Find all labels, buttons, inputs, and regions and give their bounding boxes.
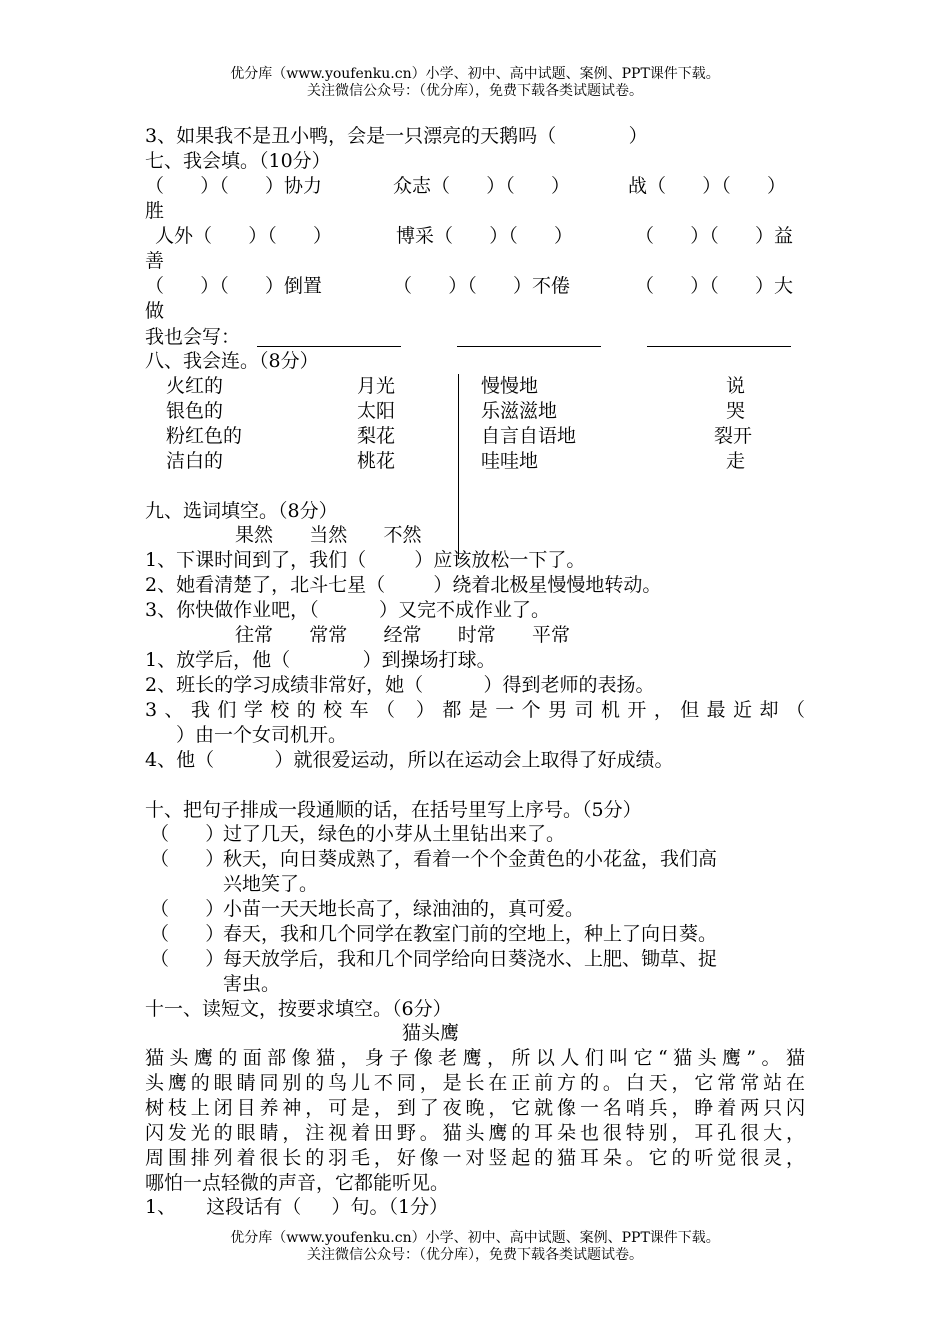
answer-underline	[647, 346, 791, 347]
match-word: 洁白的	[166, 450, 224, 472]
footer-line-1: 优分库（www.youfenku.cn）小学、初中、高中试题、案例、PPT课件下载。	[230, 1230, 720, 1246]
fill-question: 2、她看清楚了，北斗七星（ ）绕着北极星慢慢地转动。	[145, 574, 662, 596]
idiom-blank: （ ）（ ）倒置	[145, 275, 322, 297]
order-bracket: （ ）	[150, 898, 225, 920]
match-word: 走	[726, 450, 746, 472]
order-sentence: 春天，我和几个同学在教室门前的空地上，种上了向日葵。	[223, 923, 718, 945]
section-9-title: 九、选词填空。（8分）	[145, 500, 338, 522]
fill-question: 1、放学后，他（ ）到操场打球。	[145, 649, 496, 671]
question-6-3: 3、如果我不是丑小鸭，会是一只漂亮的天鹅吗（ ）	[145, 125, 648, 147]
idiom-blank: （ ）（ ）大	[635, 275, 793, 297]
passage-line: 哪怕一点轻微的声音，它都能听见。	[145, 1172, 450, 1194]
match-word: 裂开	[714, 425, 753, 447]
fill-question: 4、他（ ）就很爱运动，所以在运动会上取得了好成绩。	[145, 749, 674, 771]
write-label: 我也会写：	[145, 326, 241, 348]
order-bracket: （ ）	[150, 948, 225, 970]
header-line-2: 关注微信公众号：（优分库），免费下载各类试题试卷。	[307, 83, 643, 99]
fill-question: 3、我们学校的校车（ ）都是一个男司机开，但最近却（	[145, 699, 805, 721]
match-word: 太阳	[357, 400, 396, 422]
column-divider	[458, 374, 459, 559]
order-sentence: 过了几天，绿色的小芽从土里钻出来了。	[223, 823, 566, 845]
match-word: 哭	[726, 400, 746, 422]
idiom-blank: 战（ ）（ ）	[628, 175, 786, 197]
section-7-title: 七、我会填。（10分）	[145, 150, 331, 172]
match-word: 乐滋滋地	[481, 400, 558, 422]
word-choices: 往常 常常 经常 时常 平常	[235, 624, 570, 646]
match-word: 银色的	[166, 400, 224, 422]
order-bracket: （ ）	[150, 923, 225, 945]
answer-underline	[457, 346, 601, 347]
fill-question-continued: ）由一个女司机开。	[176, 724, 348, 746]
order-sentence: 小苗一天天地长高了，绿油油的，真可爱。	[223, 898, 585, 920]
match-word: 火红的	[166, 375, 224, 397]
idiom-blank: （ ）（ ）不倦	[393, 275, 570, 297]
match-word: 月光	[357, 375, 396, 397]
passage-line: 头鹰的眼睛同别的鸟儿不同，是长在正前方的。白天，它常常站在	[145, 1072, 805, 1094]
fill-question: 3、你快做作业吧，（ ）又完不成作业了。	[145, 599, 550, 621]
idiom-blank: 博采（ ）（ ）	[396, 225, 573, 247]
idiom-wrap: 善	[145, 250, 165, 272]
page-footer	[0, 1230, 950, 1264]
order-sentence-continued: 害虫。	[223, 973, 281, 995]
section-11-title: 十一、读短文，按要求填空。（6分）	[145, 998, 452, 1020]
match-word: 说	[726, 375, 746, 397]
section-10-title: 十、把句子排成一段通顺的话，在括号里写上序号。（5分）	[145, 799, 642, 821]
idiom-wrap: 胜	[145, 200, 165, 222]
footer-line-2: 关注微信公众号：（优分库），免费下载各类试题试卷。	[307, 1247, 643, 1263]
header-line-1: 优分库（www.youfenku.cn）小学、初中、高中试题、案例、PPT课件下载。	[230, 66, 720, 82]
idiom-blank: 人外（ ）（ ）	[155, 225, 332, 247]
section-8-title: 八、我会连。（8分）	[145, 350, 319, 372]
idiom-blank: （ ）（ ）益	[635, 225, 793, 247]
idiom-wrap: 做	[145, 300, 165, 322]
match-word: 哇哇地	[481, 450, 539, 472]
match-word: 自言自语地	[481, 425, 577, 447]
passage-line: 树枝上闭目养神，可是，到了夜晚，它就像一名哨兵，睁着两只闪	[145, 1097, 805, 1119]
order-bracket: （ ）	[150, 848, 225, 870]
fill-question: 2、班长的学习成绩非常好，她（ ）得到老师的表扬。	[145, 674, 655, 696]
passage-line: 猫头鹰的面部像猫，身子像老鹰，所以人们叫它“猫头鹰”。猫	[145, 1047, 805, 1069]
order-sentence: 每天放学后，我和几个同学给向日葵浇水、上肥、锄草、捉	[223, 948, 718, 970]
page-header	[0, 66, 950, 100]
order-bracket: （ ）	[150, 823, 225, 845]
match-word: 慢慢地	[481, 375, 539, 397]
passage-title: 猫头鹰	[402, 1022, 460, 1044]
passage-line: 周围排列着很长的羽毛，好像一对竖起的猫耳朵。它的听觉很灵，	[145, 1147, 805, 1169]
fill-question: 1、下课时间到了，我们（ ）应该放松一下了。	[145, 549, 586, 571]
word-choices: 果然 当然 不然	[235, 524, 422, 546]
passage-line: 闪发光的眼睛，注视着田野。猫头鹰的耳朵也很特别，耳孔很大，	[145, 1122, 805, 1144]
idiom-blank: 众志（ ）（ ）	[393, 175, 570, 197]
match-word: 梨花	[357, 425, 396, 447]
answer-underline	[257, 346, 401, 347]
match-word: 粉红色的	[166, 425, 243, 447]
order-sentence: 秋天，向日葵成熟了，看着一个个金黄色的小花盆，我们高	[223, 848, 718, 870]
reading-question: 1、 这段话有（ ）句。（1分）	[145, 1196, 449, 1218]
match-word: 桃花	[357, 450, 396, 472]
idiom-blank: （ ）（ ）协力	[145, 175, 322, 197]
order-sentence-continued: 兴地笑了。	[223, 873, 319, 895]
